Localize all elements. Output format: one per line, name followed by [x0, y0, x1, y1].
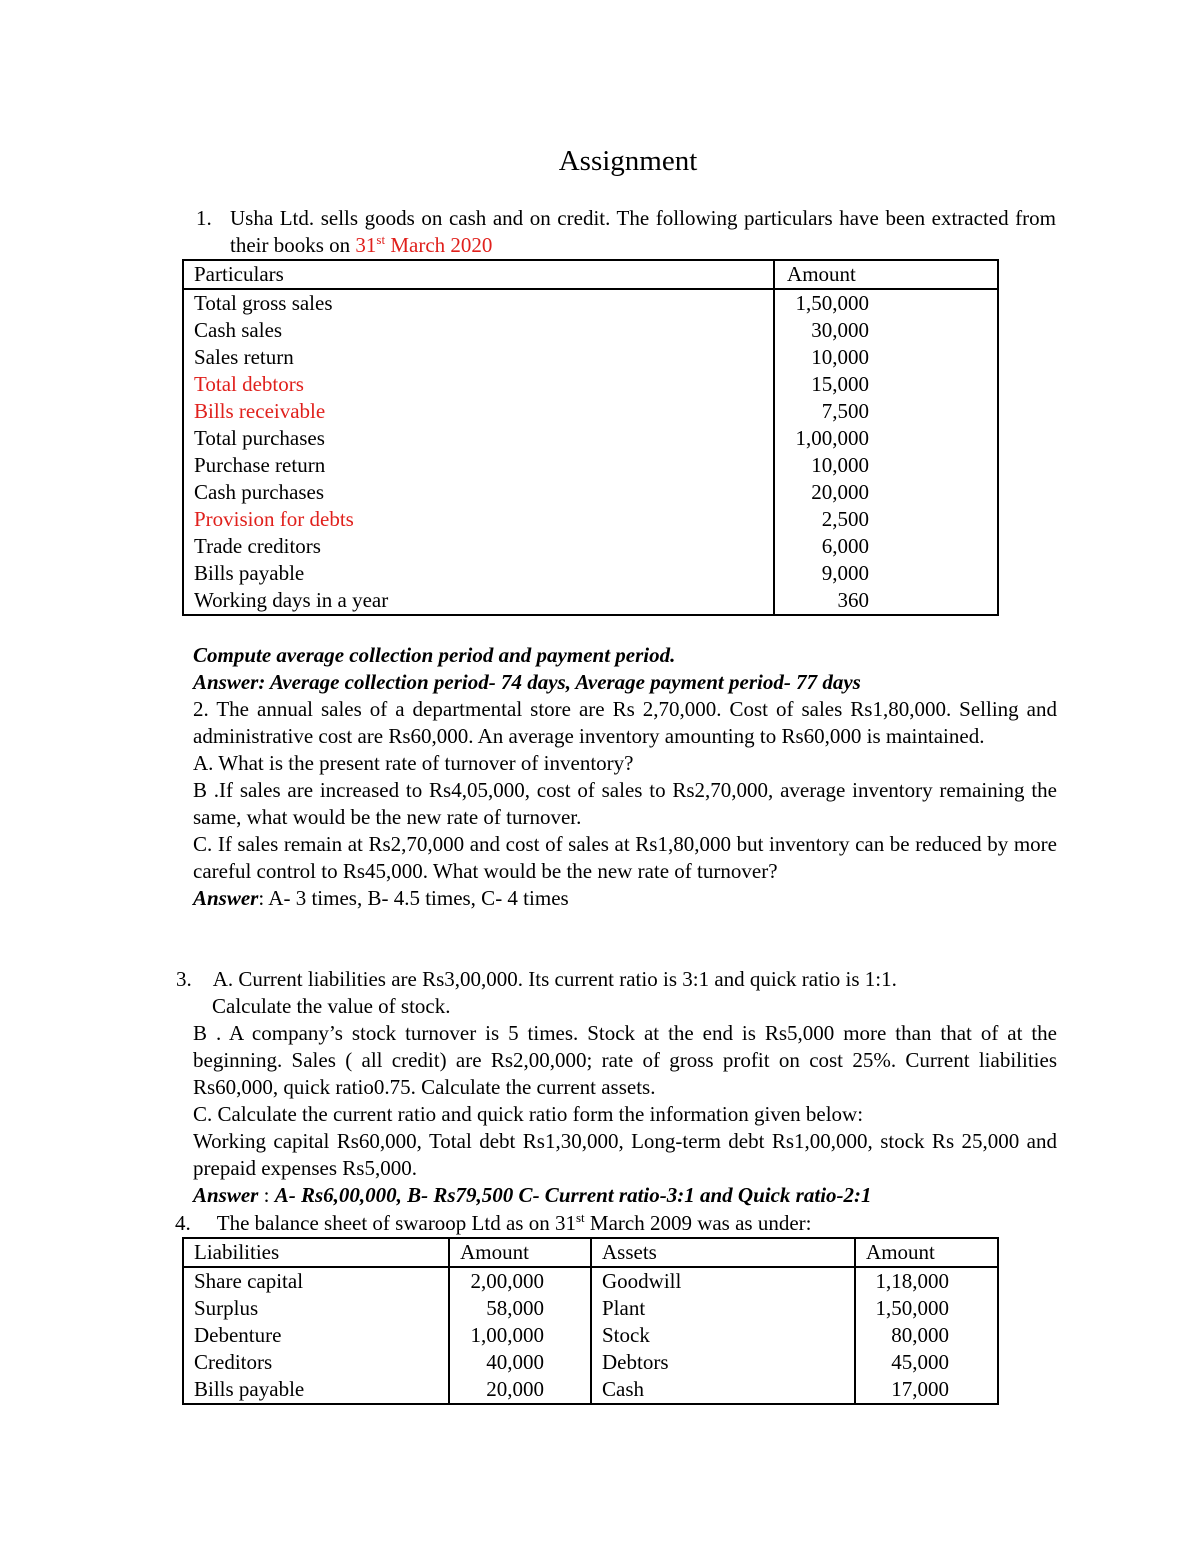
question-2-answer: Answer: A- 3 times, B- 4.5 times, C- 4 times [193, 886, 569, 910]
page-title: Assignment [558, 145, 698, 177]
question-number: 1. [196, 206, 212, 230]
table-row [183, 1295, 998, 1322]
asset-label: Debtors [591, 1349, 855, 1376]
asset-label: Plant [591, 1295, 855, 1322]
header-liabilities: Liabilities [183, 1238, 449, 1267]
table-header-row [183, 260, 998, 289]
particular-amount: 1,50,000 [774, 289, 998, 317]
table-row [183, 1376, 998, 1404]
table-row [183, 371, 998, 398]
particular-amount: 30,000 [774, 317, 998, 344]
table-row [183, 1322, 998, 1349]
liability-label: Share capital [183, 1267, 449, 1295]
particular-amount: 6,000 [774, 533, 998, 560]
table-row [183, 452, 998, 479]
liability-label: Creditors [183, 1349, 449, 1376]
asset-amount: 80,000 [855, 1322, 998, 1349]
question-1-text: Usha Ltd. sells goods on cash and on credit. The following particulars have been extracted from their books on 31st March 2020 [230, 206, 1056, 257]
particulars-table-body [183, 289, 998, 615]
table-row [183, 560, 998, 587]
particular-amount: 15,000 [774, 371, 998, 398]
particular-amount: 1,00,000 [774, 425, 998, 452]
particular-label: Total gross sales [183, 289, 774, 317]
particular-label: Cash sales [183, 317, 774, 344]
particular-amount: 7,500 [774, 398, 998, 425]
particular-label: Trade creditors [183, 533, 774, 560]
liability-label: Surplus [183, 1295, 449, 1322]
table-row [183, 289, 998, 317]
table-row [183, 1349, 998, 1376]
particular-label: Bills payable [183, 560, 774, 587]
question-3-part-a: 3. A. Current liabilities are Rs3,00,000. Its current ratio is 3:1 and quick ratio is 1:1. [176, 967, 897, 991]
table-row [183, 398, 998, 425]
particulars-table [182, 259, 999, 616]
liability-label: Bills payable [183, 1376, 449, 1404]
question-3-answer: Answer : A- Rs6,00,000, B- Rs79,500 C- Current ratio-3:1 and Quick ratio-2:1 [193, 1183, 872, 1207]
particular-amount: 360 [774, 587, 998, 615]
asset-label: Cash [591, 1376, 855, 1404]
question-3-part-a-cont: Calculate the value of stock. [212, 994, 451, 1018]
question-3-part-c: C. Calculate the current ratio and quick ratio form the information given below: [193, 1102, 864, 1126]
question-1-answer: Answer: Average collection period- 74 days, Average payment period- 77 days [193, 670, 861, 694]
asset-amount: 45,000 [855, 1349, 998, 1376]
particular-amount: 20,000 [774, 479, 998, 506]
asset-label: Goodwill [591, 1267, 855, 1295]
question-1-answer-and-question-2 [193, 642, 1057, 912]
particular-label: Total debtors [183, 371, 774, 398]
asset-amount: 1,18,000 [855, 1267, 998, 1295]
table-row [183, 533, 998, 560]
particular-amount: 9,000 [774, 560, 998, 587]
question-3 [176, 966, 1057, 1209]
date-highlight: 31st March 2020 [355, 232, 493, 257]
question-3-part-c-info: Working capital Rs60,000, Total debt Rs1,30,000, Long-term debt Rs1,00,000, stock Rs 25,000 and prepaid expenses Rs5,000. [193, 1129, 1057, 1180]
table-row [183, 1267, 998, 1295]
liability-amount: 1,00,000 [449, 1322, 591, 1349]
particular-label: Sales return [183, 344, 774, 371]
balance-sheet-table [182, 1237, 999, 1405]
balance-sheet-body [183, 1267, 998, 1404]
question-2-part-a: A. What is the present rate of turnover of inventory? [193, 751, 634, 775]
particular-label: Bills receivable [183, 398, 774, 425]
particular-label: Provision for debts [183, 506, 774, 533]
table-row [183, 506, 998, 533]
header-amount: Amount [774, 260, 998, 289]
table-row [183, 587, 998, 615]
question-4: 4. The balance sheet of swaroop Ltd as on 31st March 2009 was as under: [175, 1210, 812, 1235]
particular-label: Purchase return [183, 452, 774, 479]
header-particulars: Particulars [183, 260, 774, 289]
question-1-task: Compute average collection period and payment period. [193, 643, 676, 667]
question-3-part-b: B . A company’s stock turnover is 5 times. Stock at the end is Rs5,000 more than that of at the beginning. Sales ( all credit) are Rs2,00,000; rate of gross profit on cost 25%. Current liabilities Rs60,000, quick ratio0.75. Calculate the current assets. [193, 1021, 1057, 1099]
question-2-part-c: C. If sales remain at Rs2,70,000 and cost of sales at Rs1,80,000 but inventory can be reduced by more careful control to Rs45,000. What would be the new rate of turnover? [193, 832, 1057, 883]
header-amount: Amount [855, 1238, 998, 1267]
liability-amount: 58,000 [449, 1295, 591, 1322]
question-2-intro: 2. The annual sales of a departmental store are Rs 2,70,000. Cost of sales Rs1,80,000. Selling and administrative cost are Rs60,000. An average inventory amounting to Rs60,000 is maintained. [193, 697, 1057, 748]
question-1 [196, 205, 1056, 259]
asset-amount: 1,50,000 [855, 1295, 998, 1322]
liability-amount: 40,000 [449, 1349, 591, 1376]
particular-label: Total purchases [183, 425, 774, 452]
particular-amount: 2,500 [774, 506, 998, 533]
liability-amount: 20,000 [449, 1376, 591, 1404]
liability-amount: 2,00,000 [449, 1267, 591, 1295]
particular-label: Working days in a year [183, 587, 774, 615]
table-row [183, 479, 998, 506]
asset-label: Stock [591, 1322, 855, 1349]
asset-amount: 17,000 [855, 1376, 998, 1404]
particular-amount: 10,000 [774, 452, 998, 479]
question-2-part-b: B .If sales are increased to Rs4,05,000, cost of sales to Rs2,70,000, average inventory remaining the same, what would be the new rate of turnover. [193, 778, 1057, 829]
liability-label: Debenture [183, 1322, 449, 1349]
table-header-row [183, 1238, 998, 1267]
particular-label: Cash purchases [183, 479, 774, 506]
table-row [183, 425, 998, 452]
table-row [183, 344, 998, 371]
header-assets: Assets [591, 1238, 855, 1267]
table-row [183, 317, 998, 344]
header-amount: Amount [449, 1238, 591, 1267]
question-number: 4. [175, 1211, 191, 1235]
particular-amount: 10,000 [774, 344, 998, 371]
